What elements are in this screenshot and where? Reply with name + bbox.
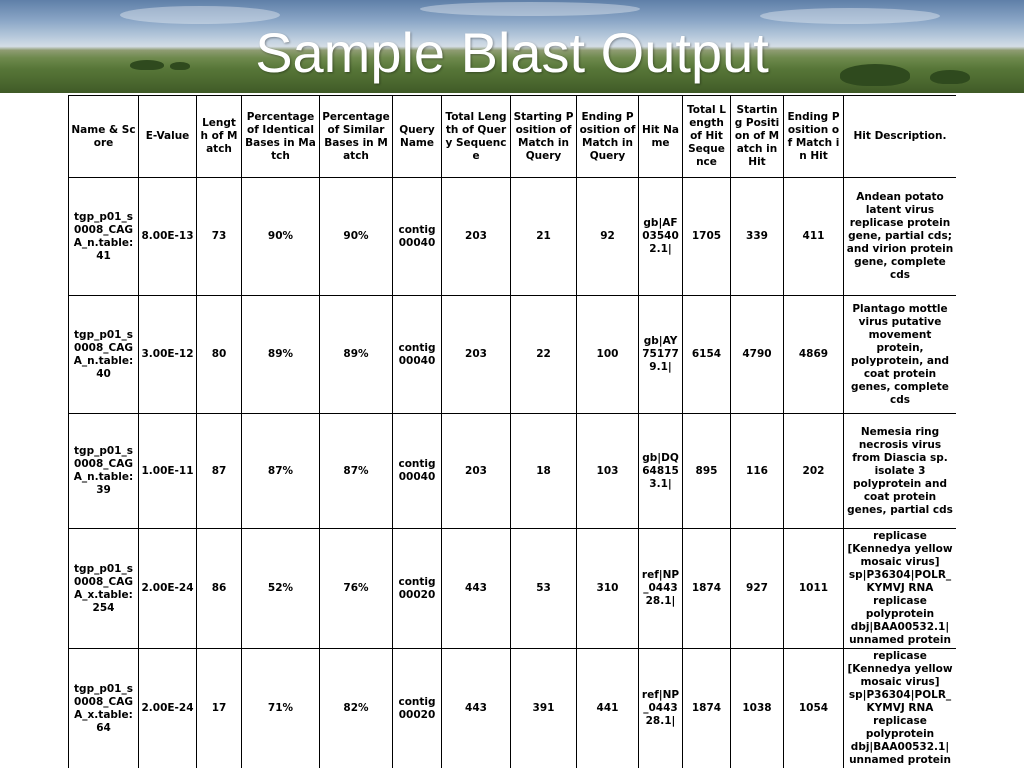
table-row bbox=[69, 529, 957, 649]
blast-results-table bbox=[68, 95, 956, 768]
cell-evalue: 2.00E-24 bbox=[139, 529, 197, 649]
cell-pct-identical: 71% bbox=[242, 649, 320, 768]
cell-query-name: contig00040 bbox=[393, 178, 442, 296]
cell-hit-end: 202 bbox=[784, 414, 844, 529]
cell-query-length: 443 bbox=[442, 529, 511, 649]
cell-evalue: 8.00E-13 bbox=[139, 178, 197, 296]
cell-hit-name: gb|DQ648153.1| bbox=[639, 414, 683, 529]
cell-length: 86 bbox=[197, 529, 242, 649]
cell-pct-similar: 89% bbox=[320, 296, 393, 414]
blast-table-container bbox=[68, 95, 956, 768]
cell-hit-description: replicase [Kennedya yellow mosaic virus] sp|P36304|POLR_KYMVJ RNA replicase polyprotein dbj|BAA00532.1| unnamed protein bbox=[844, 649, 957, 768]
cell-query-start: 18 bbox=[511, 414, 577, 529]
cell-query-end: 310 bbox=[577, 529, 639, 649]
cell-hit-description: replicase [Kennedya yellow mosaic virus] sp|P36304|POLR_KYMVJ RNA replicase polyprotein dbj|BAA00532.1| unnamed protein bbox=[844, 529, 957, 649]
cell-hit-description: Plantago mottle virus putative movement protein, polyprotein, and coat protein genes, complete cds bbox=[844, 296, 957, 414]
table-row bbox=[69, 414, 957, 529]
cell-query-end: 441 bbox=[577, 649, 639, 768]
cell-hit-start: 4790 bbox=[731, 296, 784, 414]
cell-query-length: 443 bbox=[442, 649, 511, 768]
cell-hit-length: 1874 bbox=[683, 529, 731, 649]
cell-hit-name: ref|NP_044328.1| bbox=[639, 529, 683, 649]
header-query-start: Starting Position of Match in Query bbox=[511, 96, 577, 178]
cell-pct-identical: 87% bbox=[242, 414, 320, 529]
cell-query-length: 203 bbox=[442, 296, 511, 414]
cell-hit-name: gb|AY751779.1| bbox=[639, 296, 683, 414]
cell-hit-end: 4869 bbox=[784, 296, 844, 414]
header-hit-end: Ending Position of Match in Hit bbox=[784, 96, 844, 178]
cell-query-name: contig00040 bbox=[393, 296, 442, 414]
cell-length: 80 bbox=[197, 296, 242, 414]
cell-query-name: contig00020 bbox=[393, 529, 442, 649]
cell-query-start: 53 bbox=[511, 529, 577, 649]
cell-name-score: tgp_p01_s0008_CAGA_n.table: 41 bbox=[69, 178, 139, 296]
cell-query-end: 103 bbox=[577, 414, 639, 529]
cell-hit-start: 1038 bbox=[731, 649, 784, 768]
cell-pct-identical: 90% bbox=[242, 178, 320, 296]
header-evalue: E-Value bbox=[139, 96, 197, 178]
cell-hit-length: 1874 bbox=[683, 649, 731, 768]
header-hit-name: Hit Name bbox=[639, 96, 683, 178]
cell-hit-length: 1705 bbox=[683, 178, 731, 296]
header-pct-similar: Percentage of Similar Bases in Match bbox=[320, 96, 393, 178]
cell-name-score: tgp_p01_s0008_CAGA_n.table: 39 bbox=[69, 414, 139, 529]
header-query-name: Query Name bbox=[393, 96, 442, 178]
cell-evalue: 1.00E-11 bbox=[139, 414, 197, 529]
header-hit-description: Hit Description. bbox=[844, 96, 957, 178]
header-pct-identical: Percentage of Identical Bases in Match bbox=[242, 96, 320, 178]
header-query-end: Ending Position of Match in Query bbox=[577, 96, 639, 178]
cell-length: 17 bbox=[197, 649, 242, 768]
cell-query-name: contig00020 bbox=[393, 649, 442, 768]
cell-hit-start: 339 bbox=[731, 178, 784, 296]
cell-name-score: tgp_p01_s0008_CAGA_x.table: 64 bbox=[69, 649, 139, 768]
cell-hit-description: Nemesia ring necrosis virus from Diascia sp. isolate 3 polyprotein and coat protein genes, partial cds bbox=[844, 414, 957, 529]
table-row bbox=[69, 649, 957, 768]
cell-hit-start: 116 bbox=[731, 414, 784, 529]
cell-hit-description: Andean potato latent virus replicase protein gene, partial cds; and virion protein gene, complete cds bbox=[844, 178, 957, 296]
cell-pct-similar: 87% bbox=[320, 414, 393, 529]
cell-query-name: contig00040 bbox=[393, 414, 442, 529]
header-length-of-match: Length of Match bbox=[197, 96, 242, 178]
table-header-row bbox=[69, 96, 957, 178]
cell-query-end: 92 bbox=[577, 178, 639, 296]
cell-hit-name: ref|NP_044328.1| bbox=[639, 649, 683, 768]
cell-pct-similar: 76% bbox=[320, 529, 393, 649]
cell-name-score: tgp_p01_s0008_CAGA_x.table: 254 bbox=[69, 529, 139, 649]
slide-title: Sample Blast Output bbox=[255, 21, 769, 84]
cell-length: 87 bbox=[197, 414, 242, 529]
cell-evalue: 2.00E-24 bbox=[139, 649, 197, 768]
cell-name-score: tgp_p01_s0008_CAGA_n.table: 40 bbox=[69, 296, 139, 414]
cell-hit-end: 1011 bbox=[784, 529, 844, 649]
cell-pct-similar: 90% bbox=[320, 178, 393, 296]
table-row bbox=[69, 296, 957, 414]
header-hit-length: Total Length of Hit Sequence bbox=[683, 96, 731, 178]
cell-hit-start: 927 bbox=[731, 529, 784, 649]
cell-query-end: 100 bbox=[577, 296, 639, 414]
cell-hit-length: 895 bbox=[683, 414, 731, 529]
cell-hit-length: 6154 bbox=[683, 296, 731, 414]
header-name-score: Name & Score bbox=[69, 96, 139, 178]
cell-length: 73 bbox=[197, 178, 242, 296]
cell-query-start: 21 bbox=[511, 178, 577, 296]
cell-evalue: 3.00E-12 bbox=[139, 296, 197, 414]
cell-query-start: 391 bbox=[511, 649, 577, 768]
cell-pct-identical: 89% bbox=[242, 296, 320, 414]
cell-query-length: 203 bbox=[442, 178, 511, 296]
cell-pct-identical: 52% bbox=[242, 529, 320, 649]
cell-hit-name: gb|AF035402.1| bbox=[639, 178, 683, 296]
cell-hit-end: 411 bbox=[784, 178, 844, 296]
header-hit-start: Starting Position of Match in Hit bbox=[731, 96, 784, 178]
header-query-length: Total Length of Query Sequence bbox=[442, 96, 511, 178]
cell-hit-end: 1054 bbox=[784, 649, 844, 768]
cell-pct-similar: 82% bbox=[320, 649, 393, 768]
cell-query-start: 22 bbox=[511, 296, 577, 414]
table-row bbox=[69, 178, 957, 296]
cell-query-length: 203 bbox=[442, 414, 511, 529]
cloud-shape bbox=[420, 2, 640, 16]
